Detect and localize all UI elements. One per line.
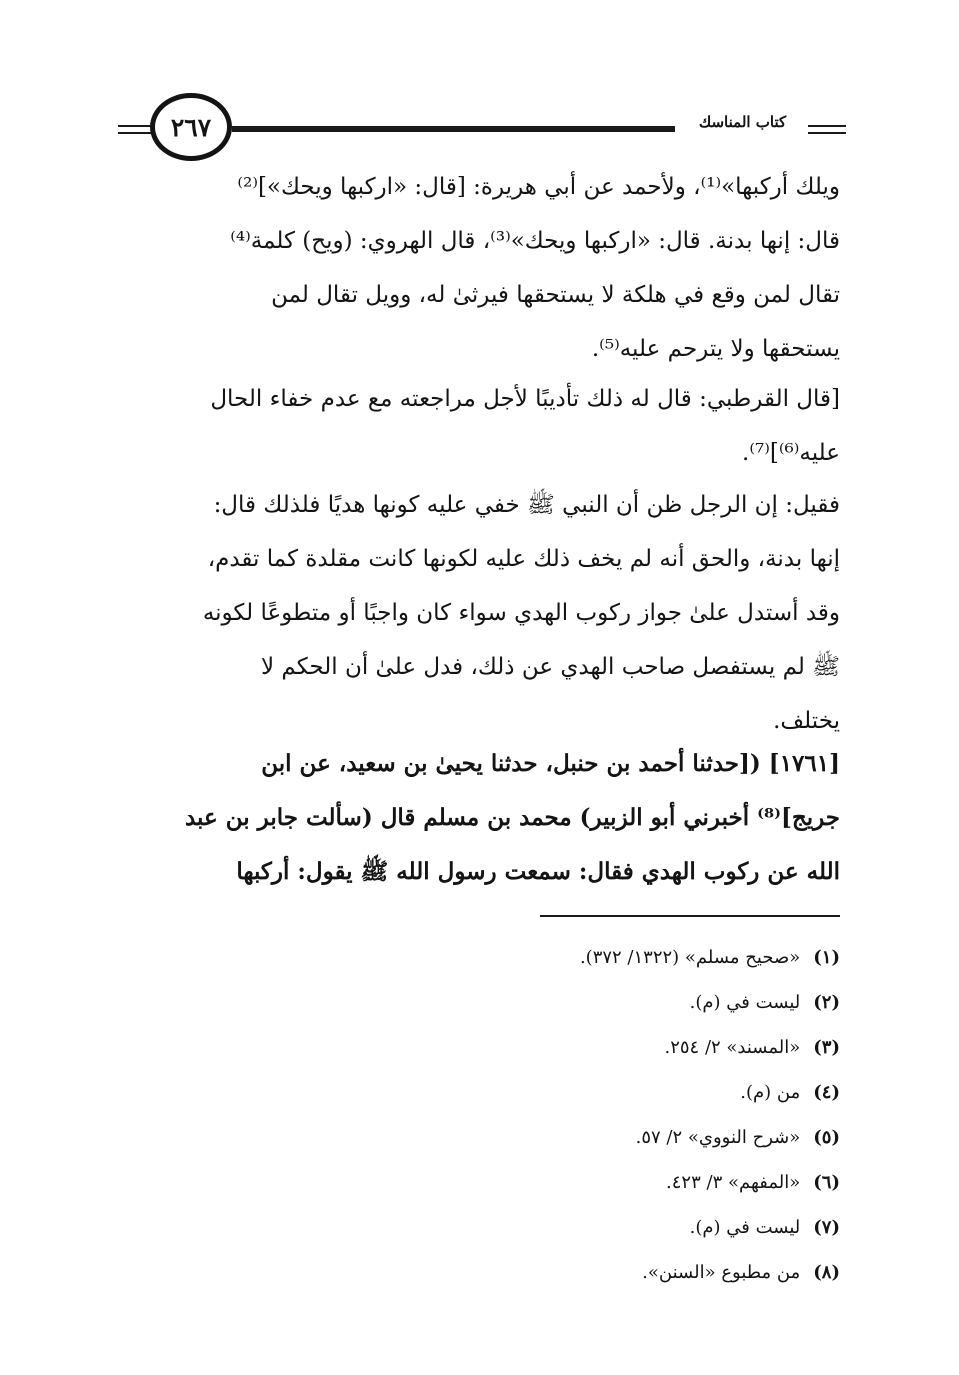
- text-line: قال: إنها بدنة. قال: «اركبها ويحك»⁽³⁾، قال الهروي: (ويح) كلمة⁽⁴⁾: [230, 228, 840, 254]
- page-number-badge: [150, 93, 232, 161]
- footnote-item: [300, 1205, 840, 1250]
- footnote-item: [300, 1115, 840, 1160]
- text-line: [١٧٦١] ([حدثنا أحمد بن حنبل، حدثنا يحيىٰ بن سعيد، عن ابن: [261, 750, 840, 777]
- footnote-text: «المسند» ٢/ ٢٥٤.: [664, 1037, 801, 1058]
- footnote-item: [300, 1070, 840, 1115]
- footnote-item: [300, 1250, 840, 1295]
- footnotes: [300, 935, 840, 1295]
- footnote-item: [300, 935, 840, 980]
- footnote-number: (٨): [813, 1262, 840, 1283]
- text-line: تقال لمن وقع في هلكة لا يستحقها فيرثىٰ له، وويل تقال لمن: [271, 282, 840, 308]
- paragraph-3: [118, 478, 840, 748]
- chapter-title: كتاب المناسك: [698, 113, 787, 131]
- text-line: عليه⁽⁶⁾]⁽⁷⁾.: [742, 440, 840, 466]
- footnote-separator: [540, 915, 840, 917]
- footnote-item: [300, 1160, 840, 1205]
- footnote-text: «صحيح مسلم» (١٣٢٢/ ٣٧٢).: [579, 947, 801, 968]
- text-line: إنها بدنة، والحق أنه لم يخف ذلك عليه لكونها كانت مقلدة كما تقدم،: [207, 546, 840, 572]
- footnote-number: (١): [813, 947, 840, 968]
- footnote-text: من مطبوع «السنن».: [642, 1262, 801, 1283]
- text-line: ويلك أركبها»⁽¹⁾، ولأحمد عن أبي هريرة: [قال: «اركبها ويحك»]⁽²⁾: [237, 174, 840, 200]
- footnote-text: ليست في (م).: [689, 1217, 801, 1238]
- text-line: يستحقها ولا يترحم عليه⁽⁵⁾.: [591, 336, 840, 362]
- footnote-text: من (م).: [740, 1082, 801, 1103]
- footnote-text: «المفهم» ٣/ ٤٢٣.: [666, 1172, 801, 1193]
- footnote-number: (٣): [813, 1037, 840, 1058]
- footnote-text: «شرح النووي» ٢/ ٥٧.: [635, 1127, 801, 1148]
- text-line: وقد أستدل علىٰ جواز ركوب الهدي سواء كان واجبًا أو متطوعًا لكونه: [202, 600, 840, 626]
- footnote-number: (٤): [813, 1082, 840, 1103]
- footnote-number: (٢): [813, 992, 840, 1013]
- text-line: الله عن ركوب الهدي فقال: سمعت رسول الله ﷺ يقول: أركبها: [236, 858, 840, 885]
- footnote-item: [300, 1025, 840, 1070]
- page-number: ٢٦٧: [170, 112, 212, 142]
- text-line: [قال القرطبي: قال له ذلك تأديبًا لأجل مراجعته مع عدم خفاء الحال: [210, 386, 840, 412]
- text-line: فقيل: إن الرجل ظن أن النبي ﷺ خفي عليه كونها هديًا فلذلك قال:: [213, 492, 840, 518]
- footnote-number: (٦): [813, 1172, 840, 1193]
- paragraph-1: [118, 160, 840, 376]
- text-line: يختلف.: [773, 708, 840, 734]
- footnote-number: (٥): [813, 1127, 840, 1148]
- footnote-number: (٧): [813, 1217, 840, 1238]
- text-line: جريج]⁽⁸⁾ أخبرني أبو الزبير) محمد بن مسلم قال (سألت جابر بن عبد: [184, 804, 840, 831]
- page-header: [0, 0, 959, 170]
- paragraph-2: [118, 372, 840, 480]
- footnote-text: ليست في (م).: [689, 992, 801, 1013]
- header-rule-main: [232, 126, 675, 132]
- header-rule-right-bottom: [808, 132, 846, 134]
- paragraph-4-hadith: [118, 737, 840, 899]
- text-line: ﷺ لم يستفصل صاحب الهدي عن ذلك، فدل علىٰ أن الحكم لا: [260, 654, 840, 680]
- footnote-item: [300, 980, 840, 1025]
